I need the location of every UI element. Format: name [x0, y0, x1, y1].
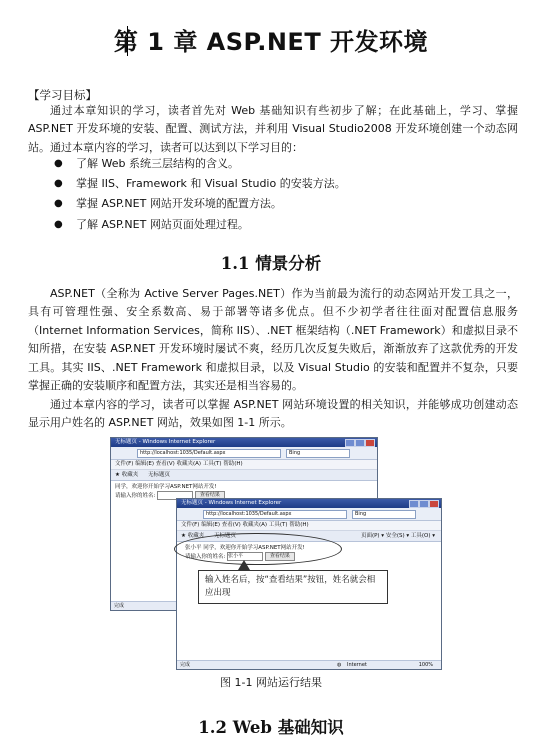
- status-text: 完成: [180, 662, 191, 668]
- window-titlebar: 无标题页 - Windows Internet Explorer: [111, 438, 377, 447]
- maximize-icon: [419, 500, 429, 508]
- bullet-icon: ●: [54, 218, 63, 230]
- view-result-button: 查看结果: [265, 552, 295, 561]
- chapter-title: 第 1 章 ASP.NET 开发环境: [113, 28, 429, 56]
- window-titlebar: 无标题页 - Windows Internet Explorer: [177, 499, 441, 508]
- list-item: ● 掌握 ASP.NET 网站开发环境的配置方法。: [28, 194, 346, 214]
- url-field: http://localhost:1035/Default.aspx: [137, 449, 281, 458]
- minimize-icon: [409, 500, 419, 508]
- view-result-button: 查看结果: [195, 491, 225, 500]
- search-field: Bing: [286, 449, 350, 458]
- name-prompt: 请输入你的姓名:: [185, 554, 226, 560]
- search-field: Bing: [352, 510, 416, 519]
- learning-goals-list: [28, 154, 346, 235]
- bullet-icon: ●: [54, 198, 63, 210]
- maximize-icon: [355, 439, 365, 447]
- highlight-oval: [174, 533, 342, 565]
- star-icon: ★: [115, 472, 120, 478]
- zone-label: Internet: [347, 662, 367, 668]
- figure-callout: 输入姓名后，按“查看结果”按钮，姓名就会相应出现: [198, 570, 388, 604]
- favorites-label: 收藏夹: [187, 533, 205, 539]
- menu-bar: 文件(F) 编辑(E) 查看(V) 收藏夹(A) 工具(T) 帮助(H): [111, 460, 377, 470]
- url-field: http://localhost:1035/Default.aspx: [203, 510, 347, 519]
- favorites-label: 收藏夹: [121, 472, 139, 478]
- figure-caption: 图 1-1 网站运行结果: [220, 676, 322, 689]
- name-input: 张小平: [227, 552, 263, 561]
- bullet-icon: ●: [54, 178, 63, 190]
- name-prompt: 请输入你的姓名:: [115, 493, 156, 499]
- list-item: ● 掌握 IIS、Framework 和 Visual Studio 的安装方法。: [28, 174, 346, 194]
- section-1-1-paragraph-2: 通过本章内容的学习，读者可以掌握 ASP.NET 网站环境设置的相关知识，并能够成功创建动态显示用户姓名的 ASP.NET 网站，效果如图 1-1 所示。: [28, 398, 518, 430]
- list-item: ● 了解 Web 系统三层结构的含义。: [28, 154, 346, 174]
- zoom-label: 100%: [418, 662, 433, 668]
- callout-arrow: [238, 560, 250, 570]
- address-bar: [177, 508, 441, 521]
- status-bar: 完成: [111, 601, 377, 610]
- bullet-icon: ●: [54, 158, 63, 169]
- globe-icon: ◍: [337, 662, 342, 668]
- section-heading-1-1: 1.1 情景分析: [220, 254, 322, 273]
- welcome-text: 张小平 同学，欢迎你开始学习ASP.NET网站开发!: [185, 545, 305, 551]
- star-icon: ★: [181, 533, 186, 539]
- menu-bar: 文件(F) 编辑(E) 查看(V) 收藏夹(A) 工具(T) 帮助(H): [177, 521, 441, 531]
- tab-label: 无标题页: [213, 533, 236, 539]
- learning-goals-label: 【学习目标】: [28, 88, 97, 102]
- close-icon: [365, 439, 375, 447]
- tab-label: 无标题页: [147, 472, 170, 478]
- welcome-text: 同学，欢迎你开始学习ASP.NET网站开发!: [115, 484, 217, 490]
- list-item: ● 了解 ASP.NET 网站页面处理过程。: [28, 215, 346, 235]
- section-heading-1-2: 1.2 Web 基础知识: [198, 718, 344, 737]
- section-1-1-paragraph-1: ASP.NET（全称为 Active Server Pages.NET）作为当前最为流行的动态网站开发工具之一，具有可管理性强、安全系数高、易于部署等诸多优点。但不少初学者往往面对配置信息服务（Internet Information Services，简称 IIS）、.NET 框架结构（.NET Framework）和虚拟目录不知所措，在安装 ASP.NET 开发环境时屡试不爽，经历几次反复失败后，渐渐放弃了这款优秀的开发工具。其实 IIS、.NET Framework 和虚拟目录，以及 Visual Studio 的安装和配置并不复杂，只要掌握正确的安装顺序和配置方法，其实还是相当容易的。: [28, 287, 518, 393]
- close-icon: [429, 500, 439, 508]
- favorites-bar: [111, 470, 377, 481]
- learning-goals-intro: 通过本章知识的学习，读者首先对 Web 基础知识有些初步了解；在此基础上，学习、掌握 ASP.NET 开发环境的安装、配置、测试方法，并利用 Visual Studio2008 开发环境创建一个动态网站。通过本章内容的学习，读者可以达到以下学习目的：: [28, 104, 518, 154]
- address-bar: [111, 447, 377, 460]
- toolbar-commands: 页面(P) ▾ 安全(S) ▾ 工具(O) ▾: [360, 533, 435, 539]
- minimize-icon: [345, 439, 355, 447]
- status-bar: [177, 660, 441, 669]
